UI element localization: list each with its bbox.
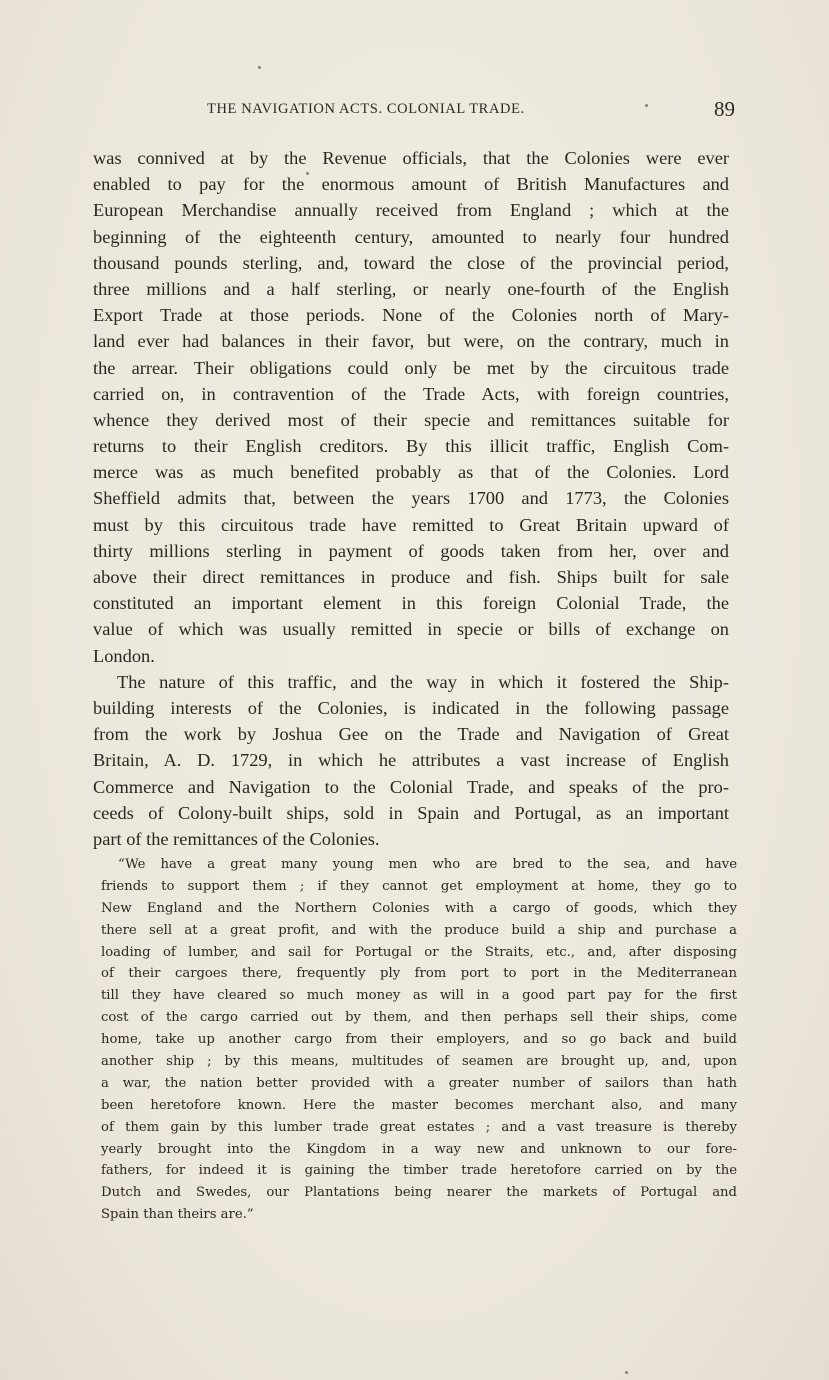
body-line: enabled to pay for the enormous amount of British Manufactures and [93, 174, 729, 195]
quote-line: there sell at a great profit, and with the produce build a ship and purchase a [101, 922, 737, 938]
body-line: must by this circuitous trade have remitted to Great Britain upward of [93, 514, 729, 535]
body-line: constituted an important element in this foreign Colonial Trade, the [93, 593, 729, 614]
body-text [93, 145, 729, 852]
body-line: Sheffield admits that, between the years 1700 and 1773, the Colonies [93, 488, 729, 509]
quote-line: Spain than theirs are.” [101, 1207, 254, 1223]
body-line: returns to their English creditors. By this illicit traffic, English Com- [93, 436, 729, 457]
quote-line: a war, the nation better provided with a greater number of sailors than hath [101, 1075, 737, 1091]
quote-line: Dutch and Swedes, our Plantations being nearer the markets of Portugal and [101, 1185, 737, 1201]
body-line: London. [93, 645, 155, 666]
body-line: from the work by Joshua Gee on the Trade and Navigation of Great [93, 724, 729, 745]
body-line: building interests of the Colonies, is indicated in the following passage [93, 697, 729, 718]
body-line: merce was as much benefited probably as that of the Colonies. Lord [93, 462, 729, 483]
body-line: above their direct remittances in produce and fish. Ships built for sale [93, 567, 729, 587]
quote-line: cost of the cargo carried out by them, and then perhaps sell their ships, come [101, 1010, 737, 1026]
body-line: thirty millions sterling in payment of goods taken from her, over and [93, 540, 729, 561]
quote-line: friends to support them ; if they cannot get employment at home, they go to [101, 878, 737, 894]
quote-line: loading of lumber, and sail for Portugal or the Straits, etc., and, after disposing [101, 944, 737, 960]
quote-line: home, take up another cargo from their employers, and so go back and build [101, 1032, 737, 1048]
quote-line: New England and the Northern Colonies with a cargo of goods, which they [101, 900, 737, 916]
quote-line: yearly brought into the Kingdom in a way new and unknown to our fore- [101, 1141, 737, 1157]
quote-line: been heretofore known. Here the master becomes merchant also, and many [101, 1097, 737, 1113]
body-line: three millions and a half sterling, or nearly one-fourth of the English [93, 278, 729, 299]
block-quote [101, 854, 737, 1226]
body-line: beginning of the eighteenth century, amounted to nearly four hundred [93, 226, 729, 247]
quote-line: “We have a great many young men who are bred to the sea, and have [118, 857, 737, 872]
running-head [207, 99, 735, 125]
paper-speck [625, 1371, 628, 1374]
body-line: European Merchandise annually received from England ; which at the [93, 200, 729, 221]
body-line: ceeds of Colony-built ships, sold in Spain and Portugal, as an important [93, 802, 729, 823]
body-line: whence they derived most of their specie and remittances suitable for [93, 409, 729, 430]
quote-line: fathers, for indeed it is gaining the timber trade heretofore carried on by the [101, 1163, 737, 1179]
page-number: 89 [714, 97, 735, 121]
body-line: carried on, in contravention of the Trade Acts, with foreign countries, [93, 383, 729, 404]
quote-line: of their cargoes there, frequently ply from port to port in the Mediterranean [101, 966, 737, 982]
body-line: was connived at by the Revenue officials, that the Colonies were ever [93, 148, 729, 168]
quote-line: till they have cleared so much money as will in a good part pay for the first [101, 988, 737, 1004]
quote-line: another ship ; by this means, multitudes of seamen are brought up, and, upon [101, 1054, 737, 1070]
body-line: value of which was usually remitted in specie or bills of exchange on [93, 619, 729, 640]
body-line: Export Trade at those periods. None of the Colonies north of Mary- [93, 305, 729, 326]
body-line: Commerce and Navigation to the Colonial Trade, and speaks of the pro- [93, 776, 729, 797]
body-line: Britain, A. D. 1729, in which he attributes a vast increase of English [93, 750, 729, 771]
body-line: the arrear. Their obligations could only be met by the circuitous trade [93, 357, 729, 378]
body-line: The nature of this traffic, and the way in which it fostered the Ship- [117, 671, 729, 692]
body-line: land ever had balances in their favor, but were, on the contrary, much in [93, 331, 729, 352]
body-line: thousand pounds sterling, and, toward the close of the provincial period, [93, 252, 729, 273]
body-line: part of the remittances of the Colonies. [93, 828, 380, 849]
running-title: THE NAVIGATION ACTS. COLONIAL TRADE. [207, 101, 525, 117]
paper-speck [258, 66, 261, 69]
quote-line: of them gain by this lumber trade great estates ; and a vast treasure is thereby [101, 1119, 737, 1135]
